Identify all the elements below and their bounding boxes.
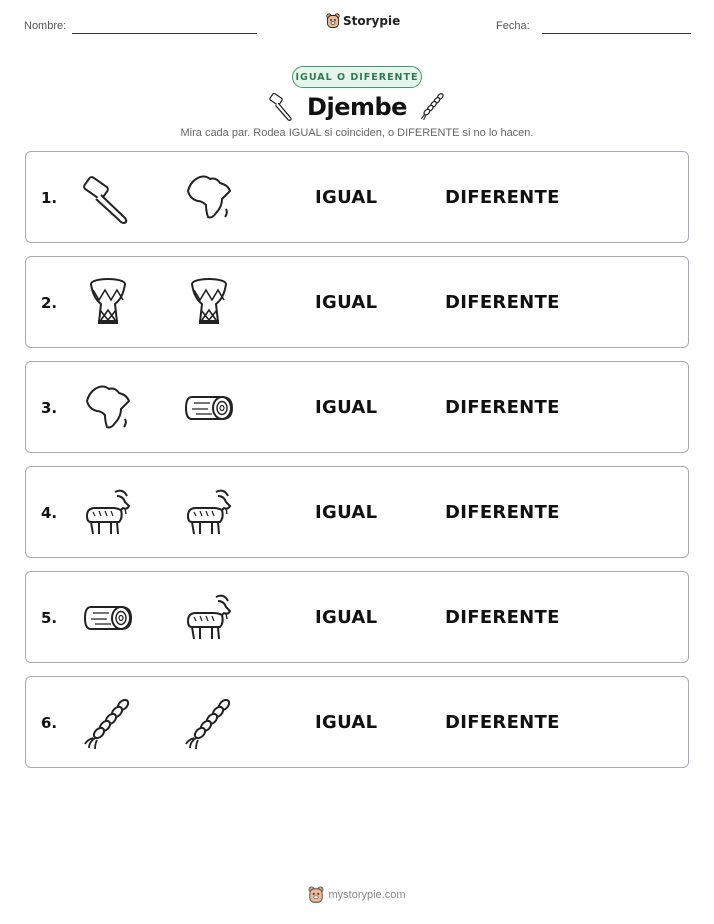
wooden-log-icon <box>182 381 236 435</box>
djembe-drum-icon <box>81 276 135 330</box>
footer-site-link[interactable]: mystorypie.com <box>328 889 406 901</box>
option-igual[interactable]: IGUAL <box>315 292 378 313</box>
row-number: 4. <box>41 504 58 522</box>
africa-map-icon <box>81 381 135 435</box>
option-diferente[interactable]: DIFERENTE <box>445 187 560 208</box>
bear-mascot-icon <box>326 13 340 29</box>
option-igual[interactable]: IGUAL <box>315 397 378 418</box>
mallet-icon <box>266 92 296 126</box>
pair-row-5 <box>25 571 689 663</box>
footer <box>0 886 714 904</box>
rope-icon <box>418 90 448 126</box>
goat-icon <box>182 486 236 540</box>
mallet-icon <box>81 171 135 225</box>
pair-row-4 <box>25 466 689 558</box>
storypie-logo <box>326 13 400 29</box>
name-label: Nombre: <box>24 20 67 32</box>
goat-icon <box>182 591 236 645</box>
row-number: 2. <box>41 294 58 312</box>
goat-icon <box>81 486 135 540</box>
activity-badge: IGUAL O DIFERENTE <box>292 66 422 88</box>
africa-map-icon <box>182 171 236 225</box>
row-number: 5. <box>41 609 58 627</box>
option-igual[interactable]: IGUAL <box>315 187 378 208</box>
instructions: Mira cada par. Rodea IGUAL si coinciden, o DIFERENTE si no lo hacen. <box>180 127 534 139</box>
option-igual[interactable]: IGUAL <box>315 712 378 733</box>
page-title: Djembe <box>307 93 407 121</box>
option-diferente[interactable]: DIFERENTE <box>445 502 560 523</box>
date-line[interactable] <box>542 33 691 34</box>
brand-name: Storypie <box>343 14 401 28</box>
option-igual[interactable]: IGUAL <box>315 502 378 523</box>
row-number: 6. <box>41 714 58 732</box>
pair-row-6 <box>25 676 689 768</box>
date-label: Fecha: <box>496 20 530 32</box>
pair-row-3 <box>25 361 689 453</box>
row-number: 1. <box>41 189 58 207</box>
option-diferente[interactable]: DIFERENTE <box>445 397 560 418</box>
option-diferente[interactable]: DIFERENTE <box>445 712 560 733</box>
djembe-drum-icon <box>182 276 236 330</box>
wooden-log-icon <box>81 591 135 645</box>
name-line[interactable] <box>72 33 257 34</box>
pair-row-1 <box>25 151 689 243</box>
pair-row-2 <box>25 256 689 348</box>
braided-rope-icon <box>182 696 236 750</box>
option-diferente[interactable]: DIFERENTE <box>445 607 560 628</box>
bear-mascot-icon <box>308 886 324 904</box>
row-number: 3. <box>41 399 58 417</box>
braided-rope-icon <box>81 696 135 750</box>
option-igual[interactable]: IGUAL <box>315 607 378 628</box>
option-diferente[interactable]: DIFERENTE <box>445 292 560 313</box>
